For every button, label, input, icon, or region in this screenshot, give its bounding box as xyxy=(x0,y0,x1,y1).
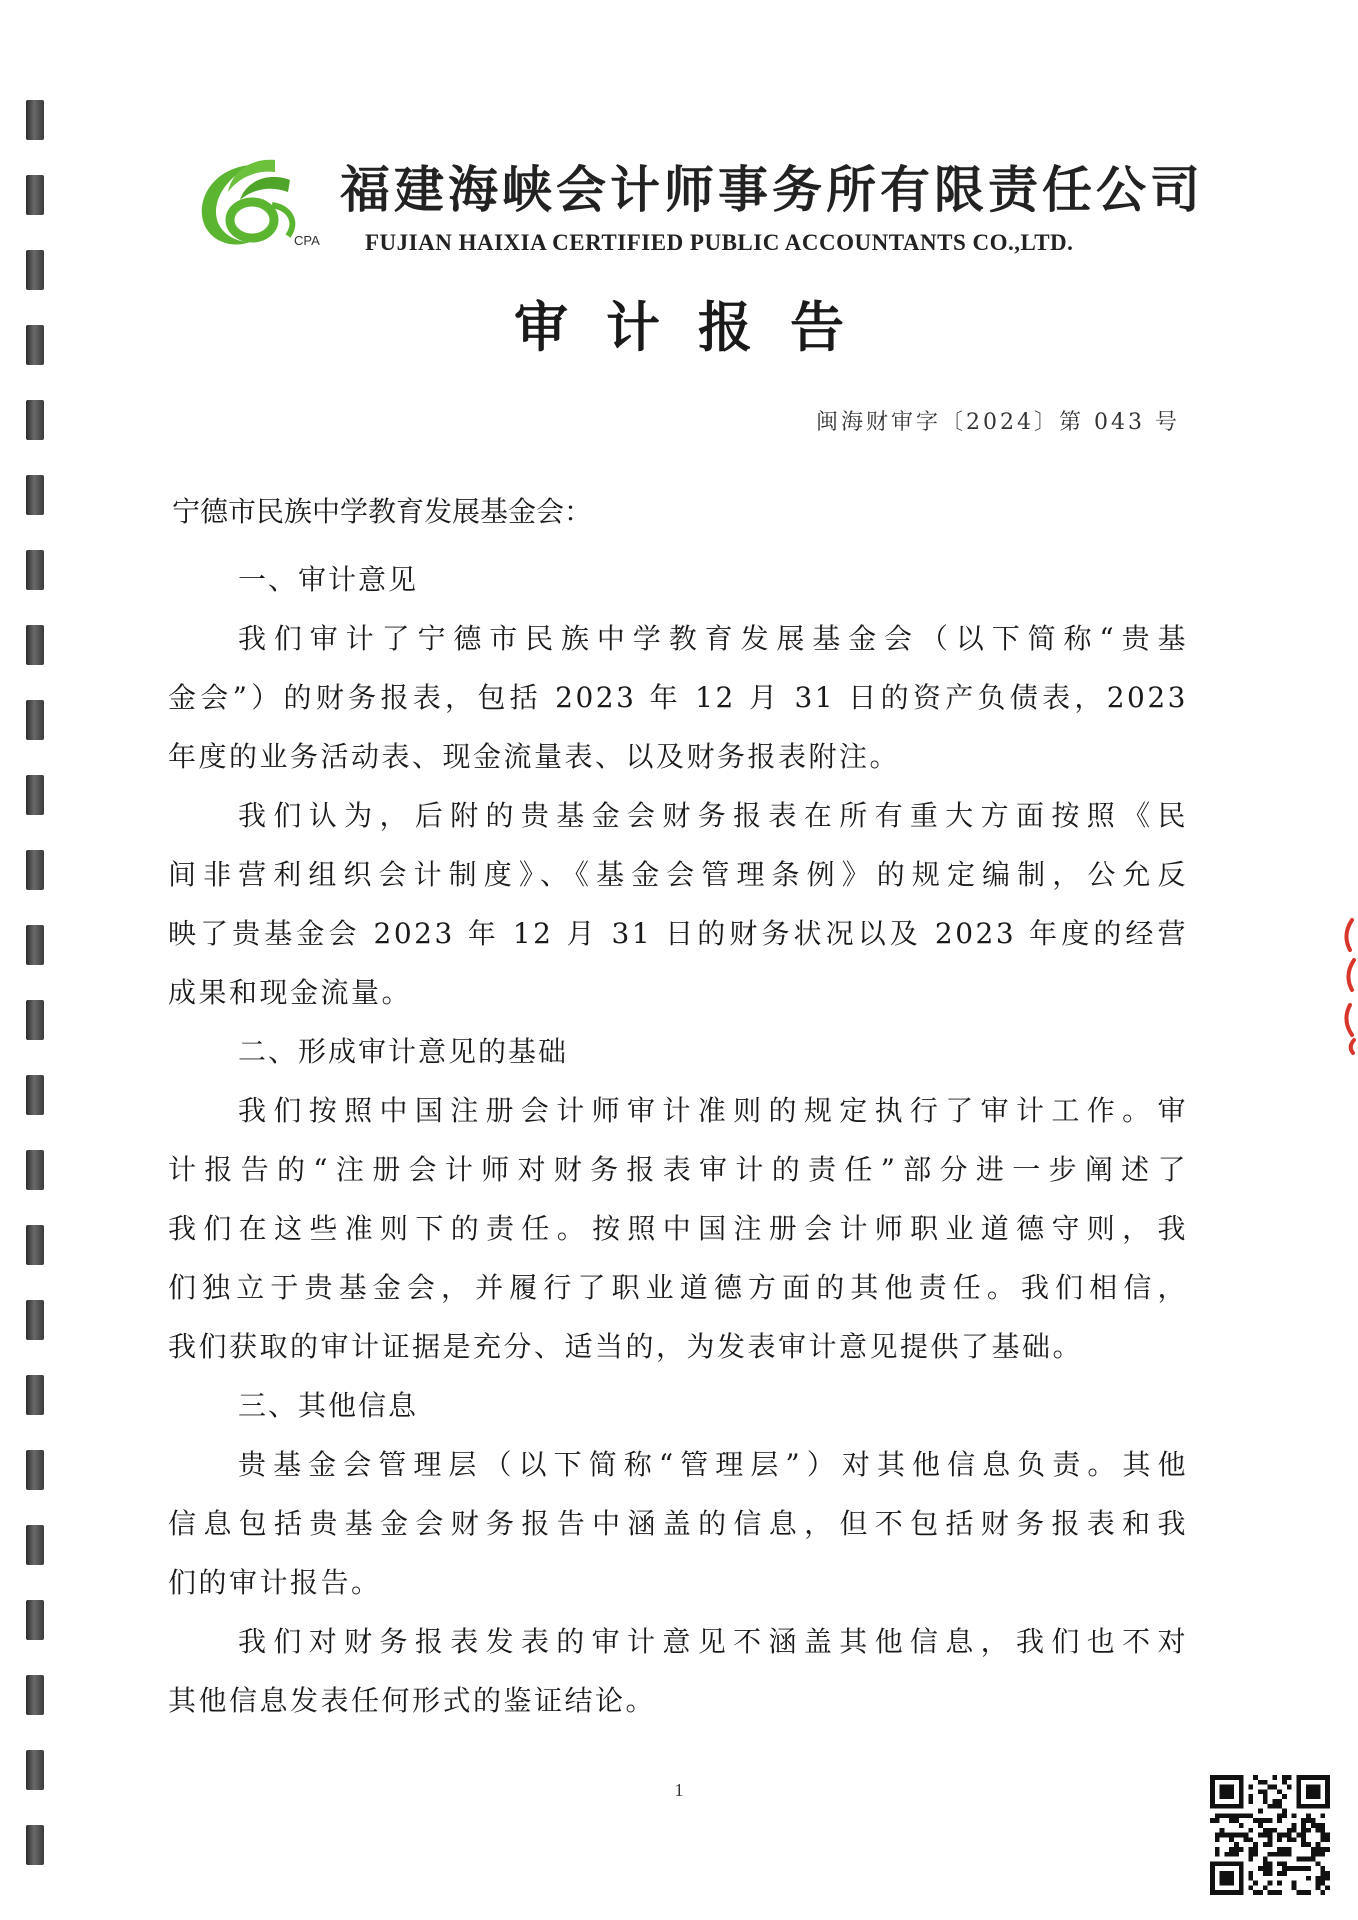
document-title: 审计报告 xyxy=(514,296,882,359)
binding-hole xyxy=(26,700,44,740)
binding-hole xyxy=(26,925,44,965)
section-heading-basis: 二、形成审计意见的基础 xyxy=(238,1035,569,1068)
cpa-label: CPA xyxy=(294,233,320,248)
paragraph-line: 我们审计了宁德市民族中学教育发展基金会（以下简称“贵基 xyxy=(238,622,1188,655)
paragraph-line: 我们认为，后附的贵基金会财务报表在所有重大方面按照《民 xyxy=(238,799,1188,832)
qr-code-icon xyxy=(1210,1775,1330,1895)
binding-hole xyxy=(26,475,44,515)
paragraph-line: 我们对财务报表发表的审计意见不涵盖其他信息，我们也不对 xyxy=(238,1625,1188,1658)
paragraph-line: 其他信息发表任何形式的鉴证结论。 xyxy=(168,1684,657,1717)
section-heading-audit-opinion: 一、审计意见 xyxy=(238,563,419,596)
paragraph-line: 贵基金会管理层（以下简称“管理层”）对其他信息负责。其他 xyxy=(238,1448,1188,1481)
binding-hole xyxy=(26,1600,44,1640)
binding-hole xyxy=(26,775,44,815)
binding-hole xyxy=(26,1150,44,1190)
paragraph-line: 映了贵基金会 2023 年 12 月 31 日的财务状况以及 2023 年度的经营 xyxy=(168,917,1188,950)
paragraph-line: 我们在这些准则下的责任。按照中国注册会计师职业道德守则，我 xyxy=(168,1212,1188,1245)
binding-hole xyxy=(26,1450,44,1490)
binding-hole xyxy=(26,1075,44,1115)
binding-hole xyxy=(26,1000,44,1040)
binding-hole xyxy=(26,1375,44,1415)
report-body xyxy=(168,550,1188,1730)
company-name-en: FUJIAN HAIXIA CERTIFIED PUBLIC ACCOUNTANTS CO.,LTD. xyxy=(365,230,1074,255)
binding-hole xyxy=(26,250,44,290)
page-number: 1 xyxy=(674,1780,684,1800)
binding-hole xyxy=(26,400,44,440)
addressee: 宁德市民族中学教育发展基金会： xyxy=(172,495,593,528)
binding-hole xyxy=(26,1225,44,1265)
paragraph-line: 金会”）的财务报表，包括 2023 年 12 月 31 日的资产负债表，2023 xyxy=(168,681,1188,714)
binding-hole xyxy=(26,100,44,140)
binding-hole xyxy=(26,1300,44,1340)
binding-hole xyxy=(26,625,44,665)
binding-hole xyxy=(26,175,44,215)
binding-hole xyxy=(26,850,44,890)
section-heading-other-info: 三、其他信息 xyxy=(238,1389,419,1422)
binding-hole xyxy=(26,1825,44,1865)
paragraph-line: 们独立于贵基金会，并履行了职业道德方面的其他责任。我们相信， xyxy=(168,1271,1188,1304)
paragraph-line: 们的审计报告。 xyxy=(168,1566,382,1599)
binding-hole xyxy=(26,1525,44,1565)
paragraph-line: 间非营利组织会计制度》、《基金会管理条例》的规定编制，公允反 xyxy=(168,858,1188,891)
paragraph-line: 年度的业务活动表、现金流量表、以及财务报表附注。 xyxy=(168,740,901,773)
binding-holes xyxy=(26,100,44,1920)
paragraph-line: 成果和现金流量。 xyxy=(168,976,413,1009)
paragraph-line: 我们按照中国注册会计师审计准则的规定执行了审计工作。审 xyxy=(238,1094,1188,1127)
paragraph-line: 我们获取的审计证据是充分、适当的，为发表审计意见提供了基础。 xyxy=(168,1330,1084,1363)
seal-stamp-edge xyxy=(1338,915,1358,1055)
binding-hole xyxy=(26,550,44,590)
reference-number: 闽海财审字〔2024〕第 043 号 xyxy=(816,410,1180,435)
binding-hole xyxy=(26,1675,44,1715)
paragraph-line: 计报告的“注册会计师对财务报表审计的责任”部分进一步阐述了 xyxy=(168,1153,1188,1186)
letterhead xyxy=(180,150,1204,270)
company-name-cn: 福建海峡会计师事务所有限责任公司 xyxy=(340,161,1204,219)
paragraph-line: 信息包括贵基金会财务报告中涵盖的信息，但不包括财务报表和我 xyxy=(168,1507,1188,1540)
